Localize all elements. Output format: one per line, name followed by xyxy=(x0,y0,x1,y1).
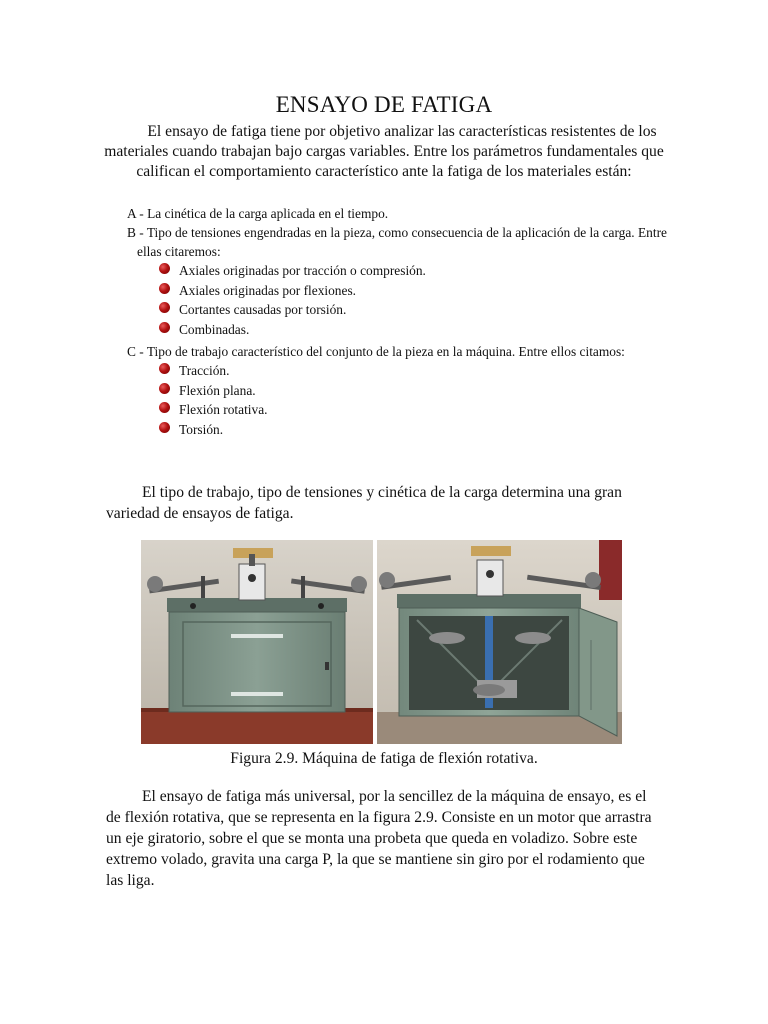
list-item: Flexión plana. xyxy=(159,381,667,401)
list-item: Flexión rotativa. xyxy=(159,400,667,420)
item-c-label: C - Tipo de trabajo característico del conjunto de la pieza en la máquina. Entre ellos citamos: xyxy=(127,344,625,359)
bullet-icon xyxy=(159,302,170,313)
paragraph-1: El tipo de trabajo, tipo de tensiones y cinética de la carga determina una gran variedad de ensayos de fatiga. xyxy=(106,484,622,522)
intro-text: El ensayo de fatiga tiene por objetivo analizar las características resistentes de los materiales cuando trabajan bajo cargas variables. Entre los parámetros fundamentales que califican el comportamiento característico ante la fatiga de los materiales están: xyxy=(104,123,664,180)
bullet-icon xyxy=(159,363,170,374)
intro-paragraph xyxy=(100,122,668,182)
bullet-icon xyxy=(159,322,170,333)
bullet-icon xyxy=(159,283,170,294)
fatigue-machine-closed-image xyxy=(141,540,373,744)
bullet-icon xyxy=(159,263,170,274)
list-item: Torsión. xyxy=(159,420,667,440)
list-item-c xyxy=(127,342,667,439)
fatigue-machine-open-image xyxy=(377,540,622,744)
figure-caption: Figura 2.9. Máquina de fatiga de flexión rotativa. xyxy=(230,750,538,767)
machine-photo-closed xyxy=(141,540,373,744)
item-c-sublist xyxy=(127,361,667,439)
bullet-icon xyxy=(159,422,170,433)
document-title: ENSAYO DE FATIGA xyxy=(275,92,493,117)
list-item-b xyxy=(127,223,667,339)
list-item: Axiales originadas por tracción o compresión. xyxy=(159,261,667,281)
list-item-a xyxy=(127,204,667,223)
list-item: Tracción. xyxy=(159,361,667,381)
bullet-icon xyxy=(159,402,170,413)
list-item: Axiales originadas por flexiones. xyxy=(159,281,667,301)
bullet-icon xyxy=(159,383,170,394)
item-b-label: B - Tipo de tensiones engendradas en la pieza, como consecuencia de la aplicación de la carga. Entre ellas citaremos: xyxy=(127,225,668,259)
list-item: Combinadas. xyxy=(159,320,667,340)
item-a-label: A - La cinética de la carga aplicada en el tiempo. xyxy=(127,206,389,221)
list-item: Cortantes causadas por torsión. xyxy=(159,300,667,320)
machine-photo-open xyxy=(377,540,622,744)
paragraph-2: El ensayo de fatiga más universal, por la sencillez de la máquina de ensayo, es el de flexión rotativa, que se representa en la figura 2.9. Consiste en un motor que arrastra un eje giratorio, sobre el que se monta una probeta que queda en voladizo. Sobre este extremo volado, gravita una carga P, la que se mantiene sin giro por el rodamiento que las liga. xyxy=(106,788,652,889)
item-b-sublist xyxy=(127,261,667,339)
